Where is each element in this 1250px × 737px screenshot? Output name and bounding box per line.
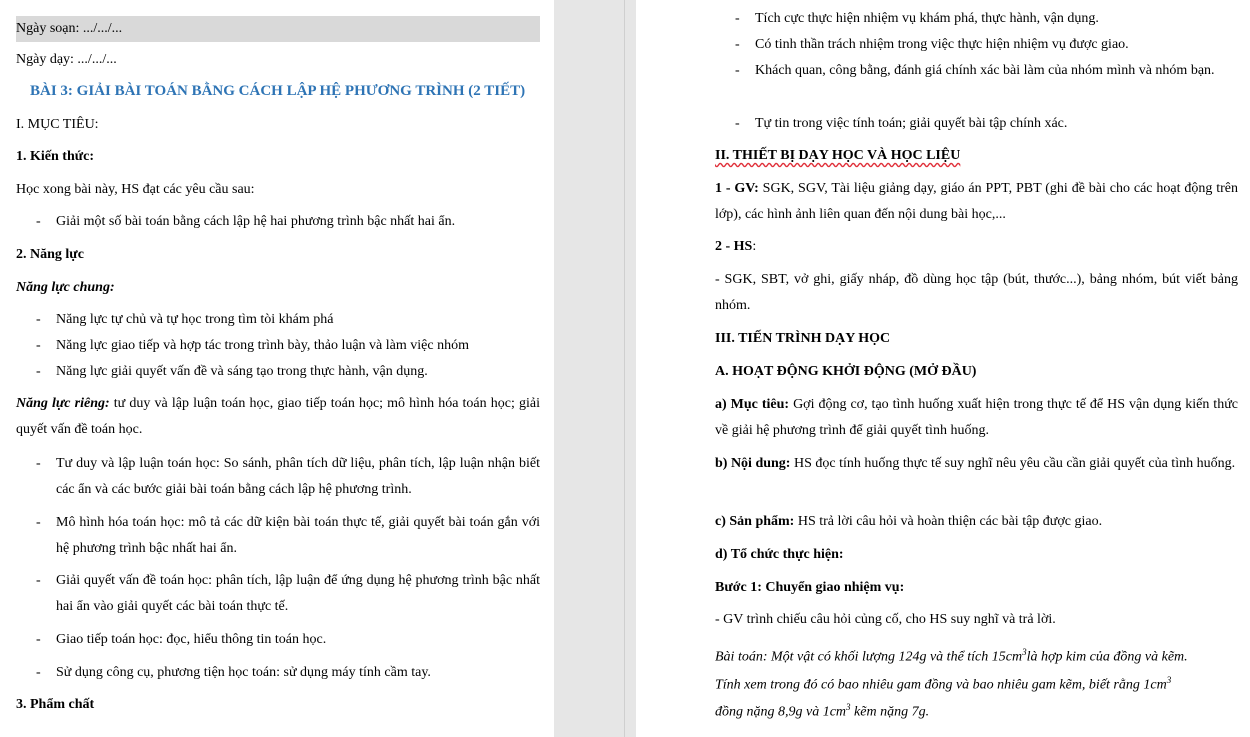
ngay-soan: Ngày soạn: .../.../... (16, 16, 540, 42)
heading-nang-luc-chung: Năng lực chung: (16, 280, 115, 295)
lesson-title: BÀI 3: GIẢI BÀI TOÁN BẰNG CÁCH LẬP HỆ PHƯƠNG TRÌNH (2 TIẾT) (30, 83, 526, 99)
hs-paragraph: - SGK, SBT, vở ghi, giấy nháp, đồ dùng học tập (bút, thước...), bảng nhóm, bút viết bảng nhóm. (715, 272, 1238, 313)
ngay-day: Ngày dạy: .../.../... (16, 52, 117, 67)
buoc-1-heading: Bước 1: Chuyển giao nhiệm vụ: (715, 580, 905, 595)
list-item: - Tư duy và lập luận toán học: So sánh, phân tích dữ liệu, phân tích, lập luận nhận biết các ẩn và các bước giải bài toán bằng cách lập hệ phương trình. (36, 456, 540, 497)
section-tien-trinh: III. TIẾN TRÌNH DẠY HỌC (715, 331, 891, 346)
list-item: - Khách quan, công bằng, đánh giá chính xác bài làm của nhóm mình và nhóm bạn. (735, 63, 1215, 78)
muc-tieu-paragraph: a) Mục tiêu: Gợi động cơ, tạo tình huống xuất hiện trong thực tế để HS vận dụng kiến thức về giải hệ phương trình để giải quyết tình huống. (715, 397, 1239, 438)
bai-toan-line-1: Bài toán: Một vật có khối lượng 124g và thể tích $15cm^3là$ hợp kim của đồng và kẽm. (715, 647, 1188, 665)
list-item: - Mô hình hóa toán học: mô tả các dữ kiện bài toán thực tế, giải quyết bài toán gắn với hệ phương trình bậc nhất hai ẩn. (36, 515, 540, 556)
section-hoat-dong-a: A. HOẠT ĐỘNG KHỞI ĐỘNG (MỞ ĐẦU) (715, 364, 977, 379)
noi-dung-paragraph: b) Nội dung: HS đọc tính huống thực tế suy nghĩ nêu yêu cầu cần giải quyết của tình huống. (715, 456, 1236, 471)
gv-trinh-chieu: - GV trình chiếu câu hỏi củng cố, cho HS suy nghĩ và trả lời. (715, 612, 1056, 627)
left-page: Ngày soạn: .../.../... Ngày dạy: .../.../... BÀI 3: GIẢI BÀI TOÁN BẰNG CÁCH LẬP HỆ PHƯƠNG TRÌNH (2 TIẾT) I. MỤC TIÊU: 1. Kiến thức: Học xong bài này, HS đạt các yêu cầu sau: - Giải một số bài toán bằng cách lập hệ hai phương trình bậc nhất hai ẩn. 2. Năng lực Năng lực chung: - Năng lực tự chủ và tự học trong tìm tòi khám phá - Năng lực giao tiếp và hợp tác trong trình bày, thảo luận và làm việc nhóm - Năng lực giải quyết vấn đề và sáng tạo trong thực hành, vận dụng. Năng lực riêng: tư duy và lập luận toán học, giao tiếp toán học; mô hình hóa toán học; giải quyết vấn đề toán học. - Tư duy và lập luận toán học: So sánh, phân tích dữ liệu, phân tích, lập luận nhận biết các ẩn và các bước giải bài toán bằng cách lập hệ phương trình. - Mô hình hóa toán học: mô tả các dữ kiện bài toán thực tế, giải quyết bài toán gắn với hệ phương trình bậc nhất hai ẩn. - Giải quyết vấn đề toán học: phân tích, lập luận để ứng dụng hệ phương trình bậc nhất hai ẩn vào giải quyết các bài toán thực tế. - Giao tiếp toán học: đọc, hiểu thông tin toán học. - Sử dụng công cụ, phương tiện học toán: sử dụng máy tính cầm tay. 3. Phẩm chất (0, 0, 554, 737)
san-pham-paragraph: c) Sản phẩm: HS trả lời câu hỏi và hoàn thiện các bài tập được giao. (715, 514, 1103, 529)
to-chuc-heading: d) Tổ chức thực hiện: (715, 547, 844, 562)
heading-pham-chat: 3. Phẩm chất (16, 697, 95, 712)
bai-toan-line-2: Tính xem trong đó có bao nhiêu gam đồng và bao nhiêu gam kẽm, biết rằng $1cm^3$ (715, 675, 1172, 693)
list-item: - Giải quyết vấn đề toán học: phân tích, lập luận để ứng dụng hệ phương trình bậc nhất hai ẩn vào giải quyết các bài toán thực tế. (36, 573, 540, 614)
heading-nang-luc: 2. Năng lực (16, 247, 84, 262)
hoc-xong-text: Học xong bài này, HS đạt các yêu cầu sau: (16, 182, 255, 197)
bai-toan-line-3: đồng nặng 8,9g và $1cm^3$ kẽm nặng 7g. (715, 702, 930, 720)
right-page: - Tích cực thực hiện nhiệm vụ khám phá, thực hành, vận dụng. - Có tinh thần trách nhiệm trong việc thực hiện nhiệm vụ được giao. - Khách quan, công bằng, đánh giá chính xác bài làm của nhóm mình và nhóm bạn. - Tự tin trong việc tính toán; giải quyết bài tập chính xác. II. THIẾT BỊ DẠY HỌC VÀ HỌC LIỆU 1 - GV: SGK, SGV, Tài liệu giảng dạy, giáo án PPT, PBT (ghi đề bài cho các hoạt động trên lớp), các hình ảnh liên quan đến nội dung bài học,... 2 - HS: - SGK, SBT, vở ghi, giấy nháp, đồ dùng học tập (bút, thước...), bảng nhóm, bút viết bảng nhóm. III. TIẾN TRÌNH DẠY HỌC A. HOẠT ĐỘNG KHỞI ĐỘNG (MỞ ĐẦU) a) Mục tiêu: Gợi động cơ, tạo tình huống xuất hiện trong thực tế để HS vận dụng kiến thức về giải hệ phương trình để giải quyết tình huống. b) Nội dung: HS đọc tính huống thực tế suy nghĩ nêu yêu cầu cần giải quyết của tình huống. c) Sản phẩm: HS trả lời câu hỏi và hoàn thiện các bài tập được giao. d) Tổ chức thực hiện: Bước 1: Chuyển giao nhiệm vụ: - GV trình chiếu câu hỏi củng cố, cho HS suy nghĩ và trả lời. Bài toán: Một vật có khối lượng 124g và thể tích $15cm^3là$ hợp kim của đồng và kẽm. Tính xem trong đó có bao nhiêu gam đồng và bao nhiêu gam kẽm, biết rằng $1cm^3$ đồng nặng 8,9g và $1cm^3$ kẽm nặng 7g. (636, 0, 1250, 737)
page-gutter (554, 0, 636, 737)
gv-paragraph: 1 - GV: SGK, SGV, Tài liệu giảng dạy, giáo án PPT, PBT (ghi đề bài cho các hoạt động trên lớp), các hình ảnh liên quan đến nội dung bài học,... (715, 181, 1238, 222)
section-thiet-bi: II. THIẾT BỊ DẠY HỌC VÀ HỌC LIỆU (715, 148, 961, 163)
nang-luc-rieng-paragraph: Năng lực riêng: tư duy và lập luận toán học, giao tiếp toán học; mô hình hóa toán học; giải quyết vấn đề toán học. (16, 396, 540, 437)
heading-kien-thuc: 1. Kiến thức: (16, 149, 95, 164)
section-muc-tieu: I. MỤC TIÊU: (16, 117, 99, 132)
heading-hs: 2 - HS: (715, 239, 757, 254)
